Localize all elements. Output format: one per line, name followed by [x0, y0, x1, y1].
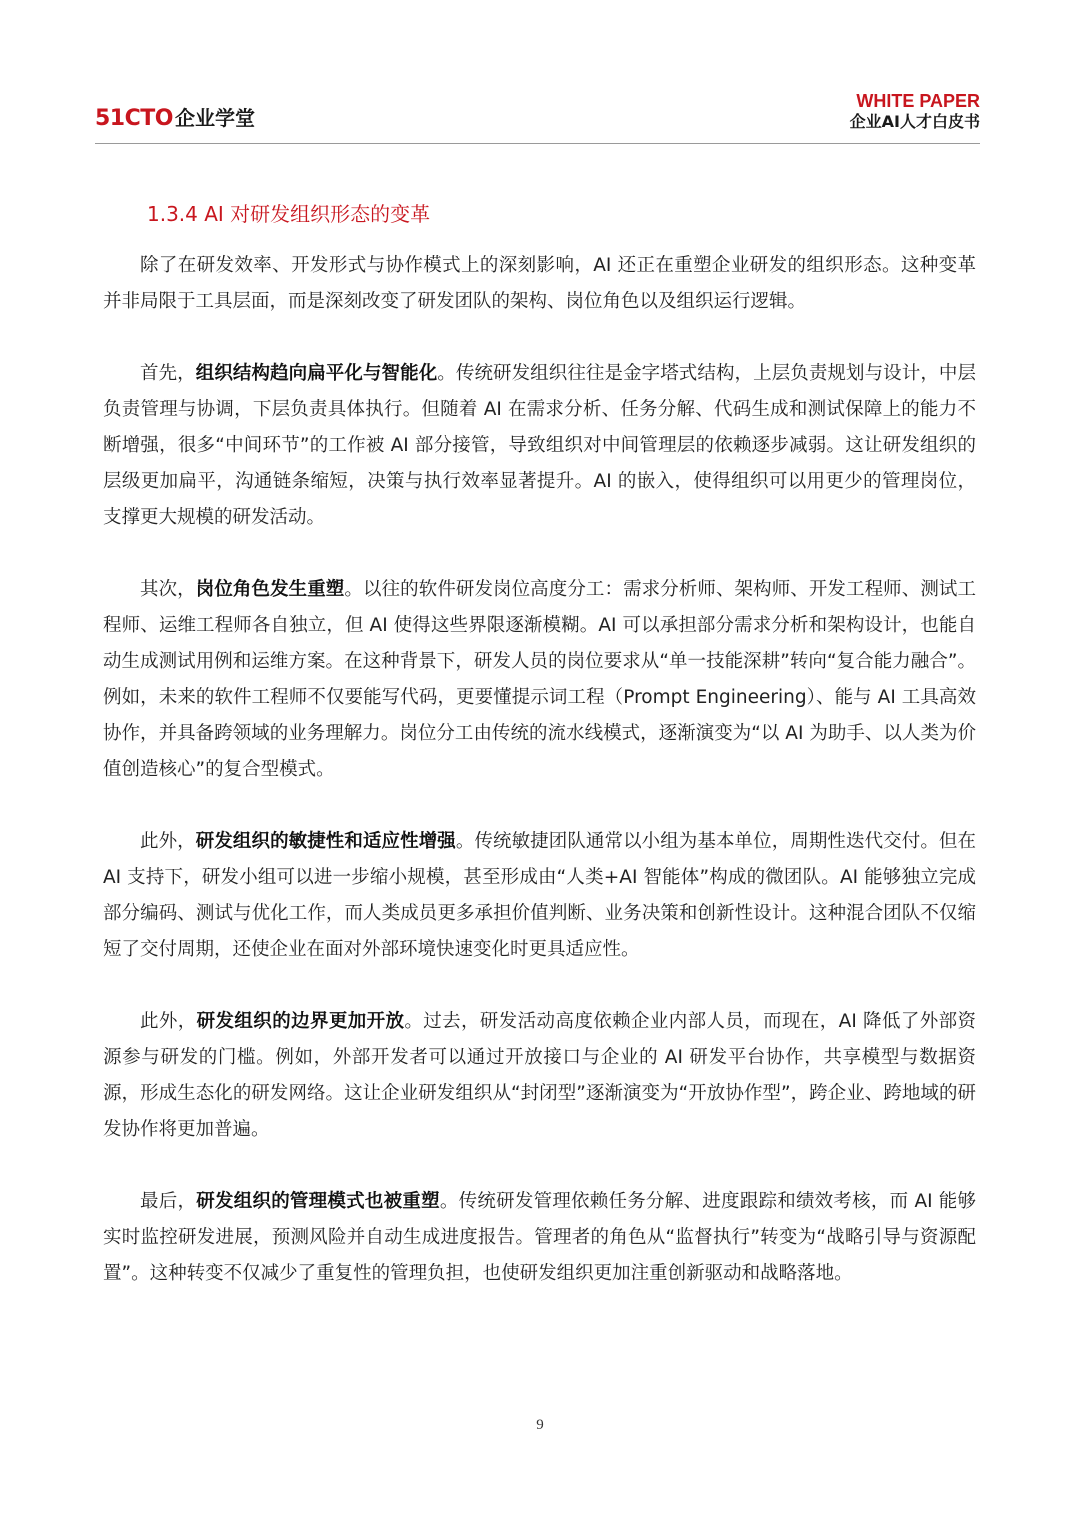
brand-name: 企业学堂: [174, 106, 255, 130]
paragraph-flat-structure: [103, 356, 976, 536]
white-paper-subtitle: 企业AI人才白皮书: [849, 112, 980, 131]
logo-51cto: 51CTO: [95, 106, 173, 131]
para-text: 。传统研发组织往往是金字塔式结构，上层负责规划与设计，中层负责管理与协调，下层负责具体执行。但随着 AI 在需求分析、任务分解、代码生成和测试保障上的能力不断增强，很多“中间环节”的工作被 AI 部分接管，导致组织对中间管理层的依赖逐步减弱。这让研发组织的层级更加扁平，沟通链条缩短，决策与执行效率显著提升。AI 的嵌入，使得组织可以用更少的管理岗位，支撑更大规模的研发活动。: [103, 363, 976, 528]
paragraph-intro: [103, 248, 976, 320]
paragraph-role-reshape: [103, 572, 976, 788]
para-key-point: 岗位角色发生重塑: [195, 579, 345, 600]
section-title: 1.3.4 AI 对研发组织形态的变革: [147, 202, 431, 226]
para-key-point: 组织结构趋向扁平化与智能化: [195, 363, 438, 384]
para-key-point: 研发组织的敏捷性和适应性增强: [195, 831, 456, 852]
white-paper-label: [850, 90, 980, 132]
white-paper-title: WHITE PAPER: [856, 91, 980, 111]
para-lead: 最后，: [140, 1191, 197, 1212]
para-text: 。过去，研发活动高度依赖企业内部人员，而现在，AI 降低了外部资源参与研发的门槛。例如，外部开发者可以通过开放接口与企业的 AI 研发平台协作，共享模型与数据资源，形成生态化的研发网络。这让企业研发组织从“封闭型”逐渐演变为“开放协作型”，跨企业、跨地域的研发协作将更加普遍。: [103, 1011, 976, 1140]
para-text: 。传统研发管理依赖任务分解、进度跟踪和绩效考核，而 AI 能够实时监控研发进展，预测风险并自动生成进度报告。管理者的角色从“监督执行”转变为“战略引导与资源配置”。这种转变不仅减少了重复性的管理负担，也使研发组织更加注重创新驱动和战略落地。: [103, 1191, 976, 1284]
body-content: [103, 248, 976, 1328]
para-lead: 其次，: [140, 579, 196, 600]
brand-logo: [95, 102, 255, 131]
paragraph-management: [103, 1184, 976, 1292]
para-lead: 此外，: [140, 1011, 197, 1032]
para-text: 。以往的软件研发岗位高度分工：需求分析师、架构师、开发工程师、测试工程师、运维工程师各自独立，但 AI 使得这些界限逐渐模糊。AI 可以承担部分需求分析和架构设计，也能自动生成测试用例和运维方案。在这种背景下，研发人员的岗位要求从“单一技能深耕”转向“复合能力融合”。例如，未来的软件工程师不仅要能写代码，更要懂提示词工程（Prompt Engineering）、能与 AI 工具高效协作，并具备跨领域的业务理解力。岗位分工由传统的流水线模式，逐渐演变为“以 AI 为助手、以人类为价值创造核心”的复合型模式。: [103, 579, 976, 780]
page-header: [95, 88, 980, 142]
para-text: 。传统敏捷团队通常以小组为基本单位，周期性迭代交付。但在 AI 支持下，研发小组可以进一步缩小规模，甚至形成由“人类+AI 智能体”构成的微团队。AI 能够独立完成部分编码、测试与优化工作，而人类成员更多承担价值判断、业务决策和创新性设计。这种混合团队不仅缩短了交付周期，还使企业在面对外部环境快速变化时更具适应性。: [103, 831, 976, 960]
para-text: 除了在研发效率、开发形式与协作模式上的深刻影响，AI 还正在重塑企业研发的组织形态。这种变革并非局限于工具层面，而是深刻改变了研发团队的架构、岗位角色以及组织运行逻辑。: [103, 255, 976, 312]
header-divider: [95, 143, 980, 144]
page-number: 9: [536, 1417, 544, 1433]
para-lead: 此外，: [140, 831, 196, 852]
paragraph-agility: [103, 824, 976, 968]
para-key-point: 研发组织的管理模式也被重塑: [196, 1191, 440, 1212]
paragraph-open-boundary: [103, 1004, 976, 1148]
para-lead: 首先，: [140, 363, 196, 384]
para-key-point: 研发组织的边界更加开放: [196, 1011, 405, 1032]
